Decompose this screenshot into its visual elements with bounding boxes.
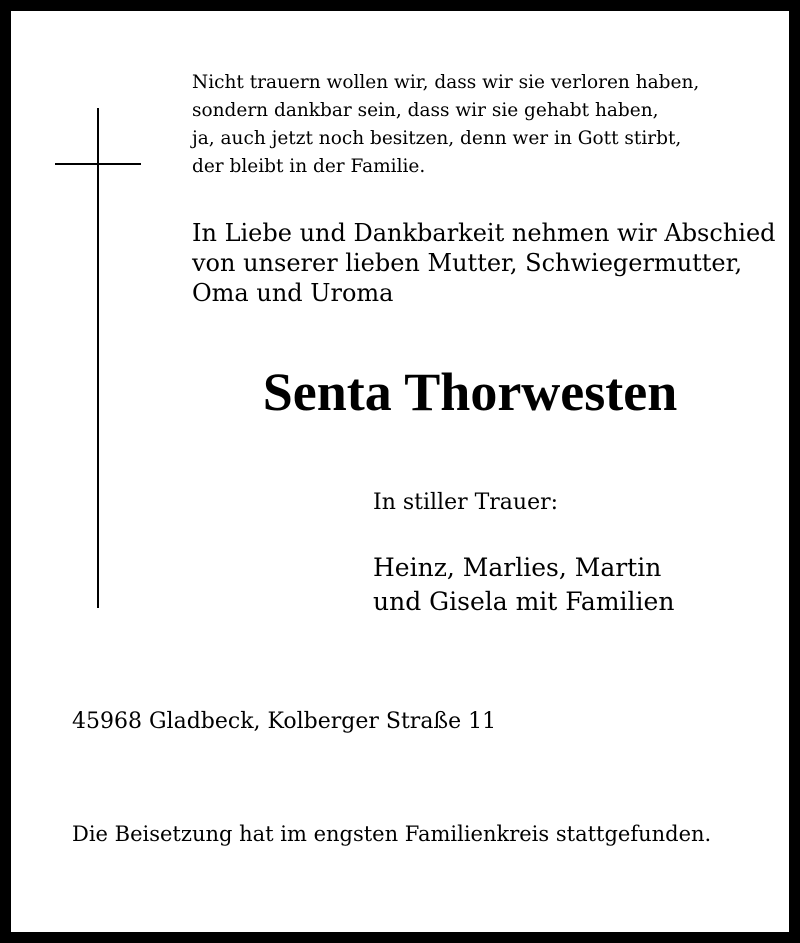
intro-line: Oma und Uroma	[192, 279, 394, 307]
funeral-note: Die Beisetzung hat im engsten Familienkreis stattgefunden.	[72, 822, 712, 846]
cross-horizontal-bar	[55, 163, 141, 165]
verse-line: ja, auch jetzt noch besitzen, denn wer in Gott stirbt,	[192, 128, 682, 149]
verse-line: Nicht trauern wollen wir, dass wir sie verloren haben,	[192, 72, 700, 93]
mourner-names	[373, 551, 674, 619]
mourning-label: In stiller Trauer:	[373, 490, 559, 515]
family-address: 45968 Gladbeck, Kolberger Straße 11	[72, 709, 497, 734]
mourner-line: und Gisela mit Familien	[373, 587, 675, 616]
verse-line: sondern dankbar sein, dass wir sie gehabt haben,	[192, 100, 659, 121]
farewell-intro	[192, 218, 776, 308]
deceased-name: Senta Thorwesten	[262, 362, 678, 422]
mourner-line: Heinz, Marlies, Martin	[373, 553, 662, 582]
intro-line: von unserer lieben Mutter, Schwiegermutter,	[192, 249, 743, 277]
intro-line: In Liebe und Dankbarkeit nehmen wir Abschied	[192, 219, 776, 247]
memorial-verse	[192, 69, 699, 181]
cross-vertical-bar	[97, 108, 99, 608]
verse-line: der bleibt in der Familie.	[192, 156, 426, 177]
